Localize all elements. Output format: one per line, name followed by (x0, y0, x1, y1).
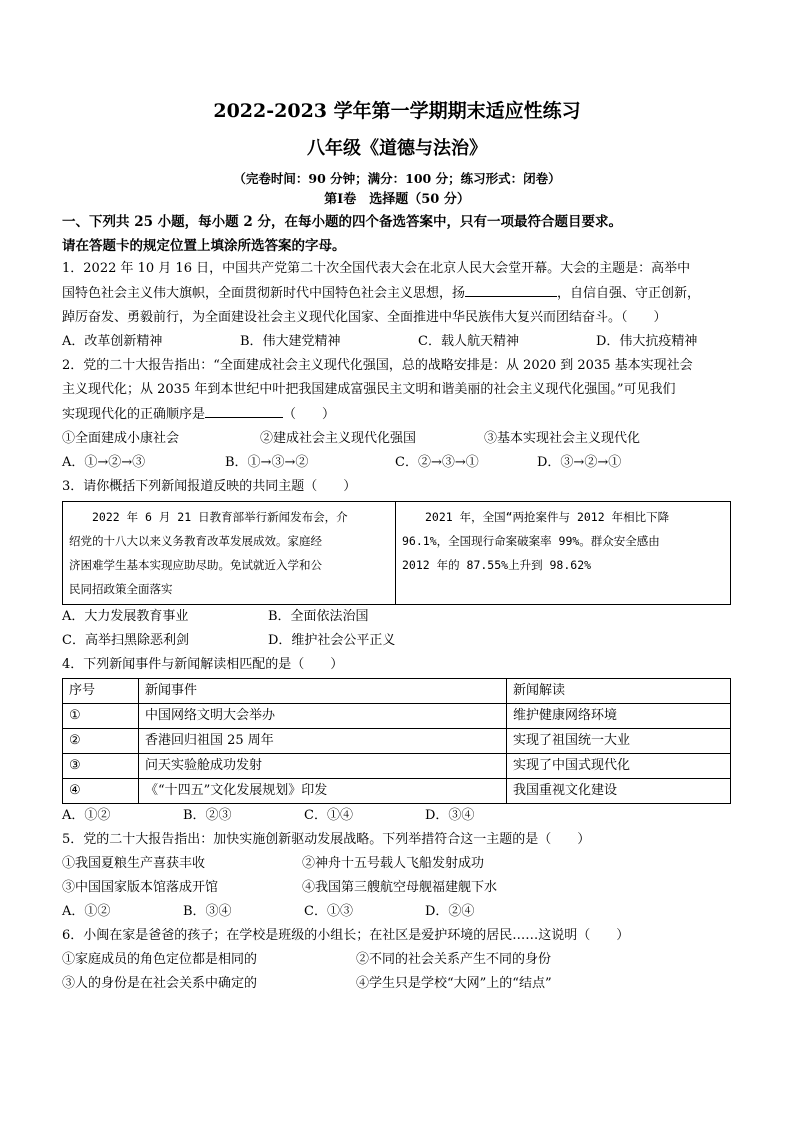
q2-option-b: B．①→③→② (225, 455, 309, 470)
q2-item-1: ①全面建成小康社会 (62, 431, 180, 446)
q2-items (62, 427, 732, 451)
q5-item-2: ②神舟十五号载人飞船发射成功 (302, 856, 485, 871)
question-4 (62, 653, 732, 828)
instructions-line-1: 一、下列共 25 小题，每小题 2 分，在每小题的四个备选答案中，只有一项最符合题目要求。 (62, 214, 622, 230)
q2-line-3b: （ ） (283, 407, 336, 422)
q5-option-d: D．②④ (425, 904, 475, 919)
q5-option-a: A．①② (62, 904, 111, 919)
q5-items-row-1 (62, 852, 732, 876)
question-6 (62, 924, 732, 996)
table-row (63, 729, 731, 754)
q2-line-3a: 实现现代化的正确顺序是 (62, 407, 206, 422)
q3-left-line: 民同招政策全面落实 (69, 582, 173, 596)
table-cell: ④ (63, 779, 139, 804)
q3-left-line: 2022 年 6 月 21 日教育部举行新闻发布会，介 (92, 510, 348, 524)
table-cell: 《“十四五”文化发展规划》印发 (139, 779, 507, 804)
q3-news-box-right (396, 502, 731, 605)
q3-option-c: C．高举扫黑除恶利剑 (62, 633, 189, 648)
q6-items-row-1 (62, 948, 732, 972)
table-cell: 中国网络文明大会举办 (139, 704, 507, 729)
q5-option-b: B．③④ (183, 904, 232, 919)
q1-option-c: C．载人航天精神 (418, 334, 519, 349)
q6-item-1: ①家庭成员的角色定位都是相同的 (62, 952, 258, 967)
q1-options (62, 330, 732, 354)
table-row (63, 704, 731, 729)
question-2 (62, 354, 732, 475)
q6-item-3: ③人的身份是在社会关系中确定的 (62, 976, 258, 991)
q1-line-2a: 国特色社会主义伟大旗帜，全面贯彻新时代中国特色社会主义思想，扬 (62, 286, 466, 301)
q2-item-3: ③基本实现社会主义现代化 (484, 431, 641, 446)
q3-news-table (62, 501, 731, 605)
question-1 (62, 257, 732, 354)
q1-option-d: D．伟大抗疫精神 (596, 334, 698, 349)
q2-line-1: 2．党的二十大报告指出：“全面建成社会主义现代化强国，总的战略安排是：从 2020 到 2035 基本实现社会 (62, 358, 693, 373)
q3-option-a: A．大力发展教育事业 (62, 609, 189, 624)
q2-option-a: A．①→②→③ (62, 455, 146, 470)
section-title: 第Ⅰ卷 选择题（50 分） (324, 192, 470, 207)
table-cell: 问天实验舱成功发射 (139, 754, 507, 779)
q5-item-4: ④我国第三艘航空母舰福建舰下水 (302, 880, 498, 895)
table-cell: ③ (63, 754, 139, 779)
column-header: 新闻解读 (507, 679, 731, 704)
exam-meta: （完卷时间：90 分钟；满分：100 分；练习形式：闭卷） (233, 171, 561, 186)
q4-options (62, 804, 732, 828)
q5-item-3: ③中国国家版本馆落成开馆 (62, 880, 219, 895)
q5-items-row-2 (62, 876, 732, 900)
q3-option-b: B．全面依法治国 (268, 609, 369, 624)
table-cell: 维护健康网络环境 (507, 704, 731, 729)
q3-right-line: 2021 年，全国“两抢案件与 2012 年相比下降 (425, 510, 670, 524)
q1-line-3: 踔厉奋发、勇毅前行，为全面建设社会主义现代化国家、全面推进中华民族伟大复兴而团结奋斗。（ ） (62, 310, 667, 325)
q3-options-row-1 (62, 605, 732, 629)
table-cell: ① (63, 704, 139, 729)
q3-right-line: 96.1%，全国现行命案破案率 99%。群众安全感由 (402, 534, 660, 548)
q1-option-a: A．改革创新精神 (62, 334, 163, 349)
q4-option-c: C．①④ (304, 808, 353, 823)
q6-items-row-2 (62, 972, 732, 996)
q1-line-1: 1．2022 年 10 月 16 日，中国共产党第二十次全国代表大会在北京人民大会堂开幕。大会的主题是：高举中 (62, 261, 691, 276)
answer-blank (205, 402, 283, 418)
q6-item-2: ②不同的社会关系产生不同的身份 (356, 952, 552, 967)
table-header-row (63, 679, 731, 704)
question-5 (62, 828, 732, 924)
q1-line-2b: ，自信自强、守正创新， (557, 286, 701, 301)
q5-item-1: ①我国夏粮生产喜获丰收 (62, 856, 206, 871)
q1-line-2 (62, 281, 732, 306)
table-cell: 香港回归祖国 25 周年 (139, 729, 507, 754)
q4-option-b: B．②③ (183, 808, 232, 823)
q3-left-line: 济困难学生基本实现应助尽助。免试就近入学和公 (69, 558, 322, 572)
q3-option-d: D．维护社会公平正义 (268, 633, 396, 648)
q4-option-a: A．①② (62, 808, 111, 823)
table-row (63, 779, 731, 804)
column-header: 新闻事件 (139, 679, 507, 704)
q2-options (62, 451, 732, 475)
q2-line-2: 主义现代化；从 2035 年到本世纪中叶把我国建成富强民主文明和谐美丽的社会主义现代化强国。”可见我们 (62, 382, 676, 397)
exam-title: 2022-2023 学年第一学期期末适应性练习 (213, 100, 581, 122)
table-cell: 实现了中国式现代化 (507, 754, 731, 779)
table-cell: 实现了祖国统一大业 (507, 729, 731, 754)
q5-option-c: C．①③ (304, 904, 353, 919)
instructions-line-2: 请在答题卡的规定位置上填涂所选答案的字母。 (62, 238, 346, 254)
exam-subtitle: 八年级《道德与法治》 (307, 138, 487, 159)
column-header: 序号 (63, 679, 139, 704)
q3-left-line: 绍党的十八大以来义务教育改革发展成效。家庭经 (69, 534, 322, 548)
q2-item-2: ②建成社会主义现代化强国 (260, 431, 417, 446)
table-cell: ② (63, 729, 139, 754)
q3-news-box-left (63, 502, 396, 605)
q4-option-d: D．③④ (425, 808, 475, 823)
q5-options (62, 900, 732, 924)
table-row (63, 754, 731, 779)
q3-options-row-2 (62, 629, 732, 653)
q4-table (62, 678, 731, 804)
table-cell: 我国重视文化建设 (507, 779, 731, 804)
q3-right-line: 2012 年的 87.55%上升到 98.62% (402, 558, 592, 572)
q3-stem: 3．请你概括下列新闻报道反映的共同主题（ ） (62, 479, 357, 494)
q2-option-d: D．③→②→① (537, 455, 622, 470)
q4-stem: 4．下列新闻事件与新闻解读相匹配的是（ ） (62, 657, 344, 672)
q2-line-3 (62, 402, 732, 427)
q1-option-b: B．伟大建党精神 (240, 334, 341, 349)
answer-blank (465, 281, 557, 297)
q6-stem: 6．小闽在家是爸爸的孩子；在学校是班级的小组长；在社区是爱护环境的居民……这说明（ ） (62, 928, 630, 943)
q5-stem: 5．党的二十大报告指出：加快实施创新驱动发展战略。下列举措符合这一主题的是（ ） (62, 832, 591, 847)
exam-page (62, 98, 732, 996)
q2-option-c: C．②→③→① (395, 455, 479, 470)
question-3 (62, 475, 732, 653)
q6-item-4: ④学生只是学校“大网”上的“结点” (356, 976, 552, 991)
